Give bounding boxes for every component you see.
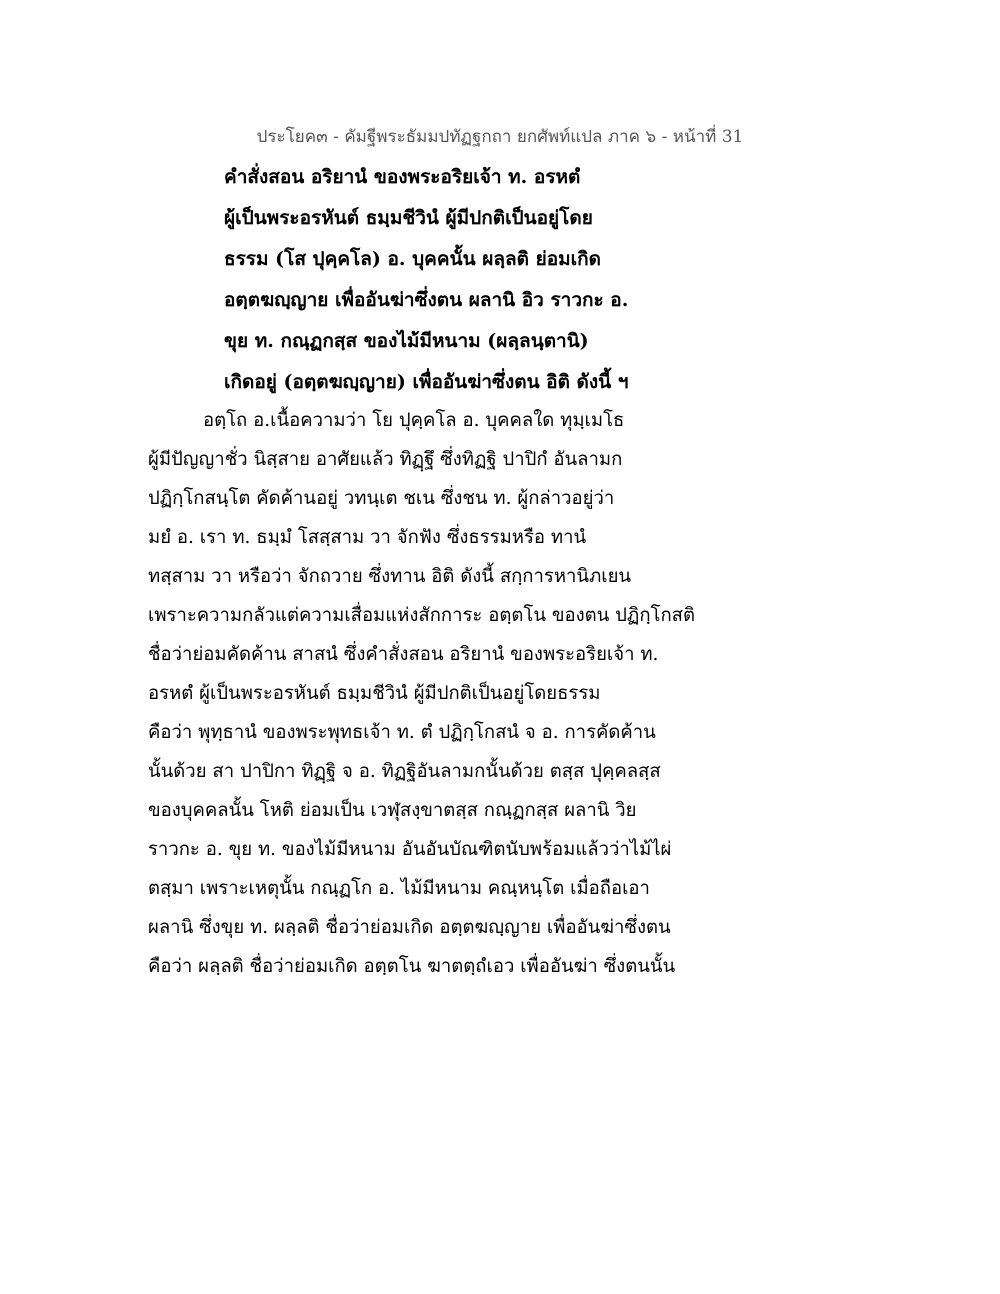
commentary-line: ปฏิกฺโกสนฺโต คัดค้านอยู่ วทนฺเต ชเน ซึ่งชน ท. ผู้กล่าวอยู่ว่า	[148, 488, 615, 509]
verse-line: อตฺตฆญฺญาย เพื่ออันฆ่าซึ่งตน ผลานิ อิว ราวกะ อ.	[224, 289, 629, 311]
commentary-line: ผู้มีปัญญาชั่ว นิสฺสาย อาศัยแล้ว ทิฏฺฐึ ซึ่งทิฏฐิ ปาปิกํ อันลามก	[148, 449, 623, 470]
commentary-line: ผลานิ ซึ่งขุย ท. ผลฺลติ ชื่อว่าย่อมเกิด อตฺตฆญฺญาย เพื่ออันฆ่าซึ่งตน	[148, 917, 671, 938]
commentary-block	[148, 401, 728, 986]
commentary-line: อตฺโถ อ.เนื้อความว่า โย ปุคฺคโล อ. บุคคลใด ทุมฺเมโธ	[203, 410, 625, 431]
commentary-line: มยํ อ. เรา ท. ธมฺมํ โสสฺสาม วา จักฟัง ซึ่งธรรมหรือ ทานํ	[148, 527, 587, 548]
verse-line: ธรรม (โส ปุคฺคโล) อ. บุคคนั้น ผลฺลติ ย่อมเกิด	[224, 248, 601, 270]
commentary-line: ราวกะ อ. ขุย ท. ของไม้มีหนาม อันอันบัณฑิตนับพร้อมแล้วว่าไม้ไผ่	[148, 839, 672, 860]
commentary-line: คือว่า พุทฺธานํ ของพระพุทธเจ้า ท. ตํ ปฏิกฺโกสนํ จ อ. การคัดค้าน	[148, 722, 656, 743]
commentary-line: ตสฺมา เพราะเหตุนั้น กณฺฏโก อ. ไม้มีหนาม คณฺหนฺโต เมื่อถือเอา	[148, 878, 650, 899]
verse-line: ผู้เป็นพระอรหันต์ ธมฺมชีวินํ ผู้มีปกติเป็นอยู่โดย	[224, 207, 593, 229]
verse-line: คำสั่งสอน อริยานํ ของพระอริยเจ้า ท. อรหตํ	[224, 166, 581, 188]
commentary-line: คือว่า ผลฺลติ ชื่อว่าย่อมเกิด อตฺตโน ฆาตตฺถํเอว เพื่ออันฆ่า ซึ่งตนนั้น	[148, 956, 676, 977]
commentary-line: ทสฺสาม วา หรือว่า จักถวาย ซึ่งทาน อิติ ดังนี้ สกฺการหานิภเยน	[148, 566, 632, 587]
commentary-line: ชื่อว่าย่อมคัดค้าน สาสนํ ซึ่งคำสั่งสอน อริยานํ ของพระอริยเจ้า ท.	[148, 644, 659, 665]
verse-line: เกิดอยู่ (อตฺตฆญฺญาย) เพื่ออันฆ่าซึ่งตน อิติ ดังนี้ ฯ	[224, 371, 629, 393]
commentary-line: เพราะความกลัวแต่ความเสื่อมแห่งสักการะ อตฺตโน ของตน ปฏิกฺโกสติ	[148, 605, 695, 626]
commentary-line: นั้นด้วย สา ปาปิกา ทิฏฺฐิ จ อ. ทิฏฐิอันลามกนั้นด้วย ตสฺส ปุคฺคลสฺส	[148, 761, 661, 782]
page-header: ประโยค๓ - คัมฐีพระธัมมปทัฏฐกถา ยกศัพท์แปล ภาค ๖ - หน้าที่ 31	[256, 127, 744, 147]
commentary-line: อรหตํ ผู้เป็นพระอรหันต์ ธมฺมชีวินํ ผู้มีปกติเป็นอยู่โดยธรรม	[148, 683, 601, 704]
verse-line: ขุย ท. กณฺฏกสฺส ของไม้มีหนาม (ผลฺลนฺตานิ)	[224, 330, 589, 352]
commentary-line: ของบุคคลนั้น โหติ ย่อมเป็น เวฬุสงฺขาตสฺส กณฺฏกสฺส ผลานิ วิย	[148, 800, 637, 821]
verse-block	[224, 157, 684, 403]
